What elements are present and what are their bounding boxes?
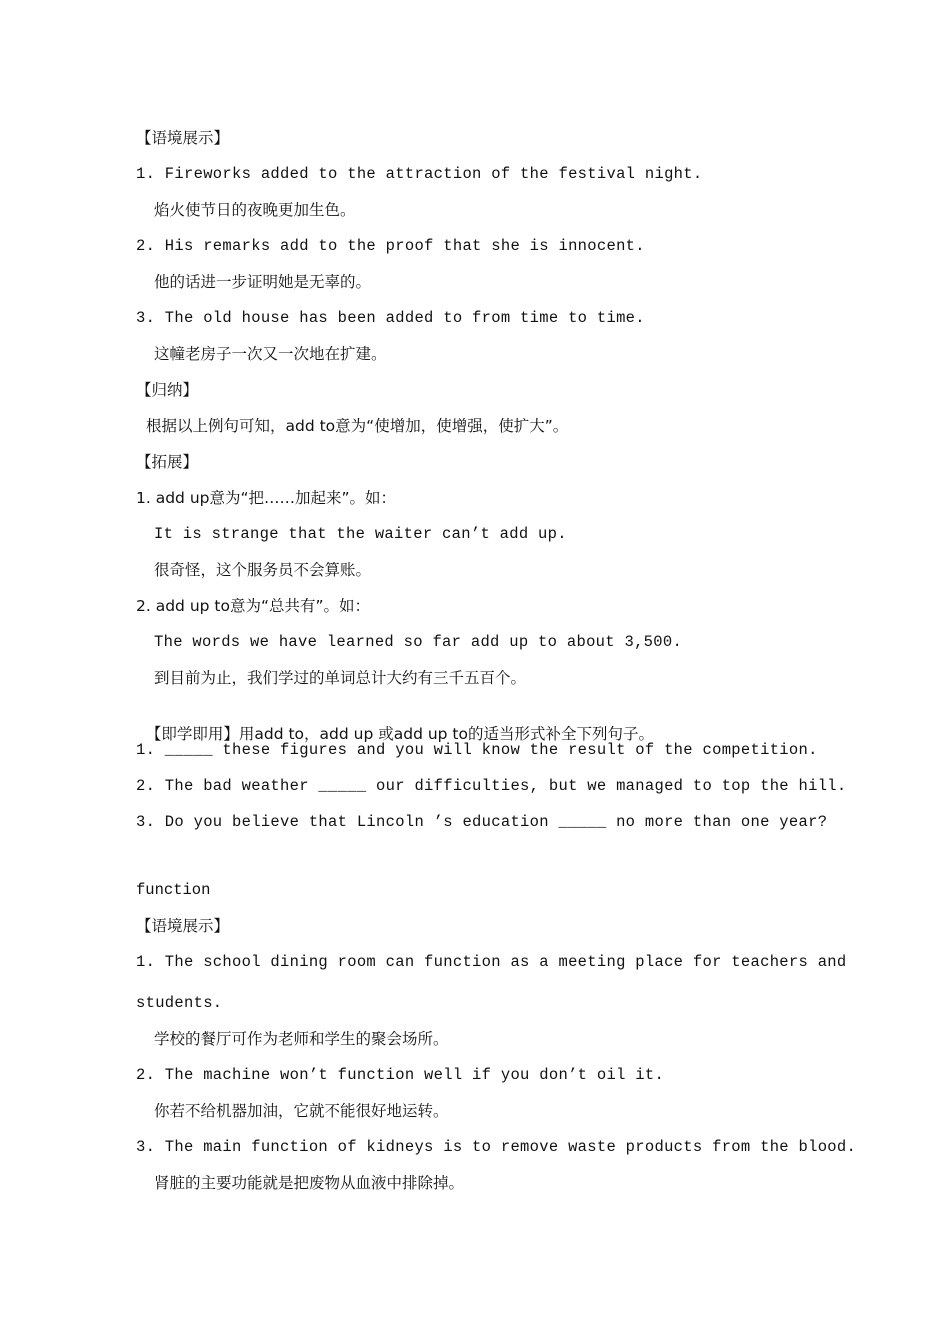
practice-instruction: 用add to，add up 或add up to的适当形式补全下列句子。 (238, 725, 654, 743)
extend-item-title: 1. add up意为“把……加起来”。如： (136, 489, 397, 507)
example-sentence-continued: students. (136, 994, 223, 1012)
extend-example: It is strange that the waiter can’t add up. (154, 525, 567, 543)
extend-heading: 【拓展】 (136, 453, 199, 471)
practice-heading-label: 【即学即用】 (145, 725, 239, 743)
example-sentence: 2. His remarks add to the proof that she is innocent. (136, 237, 645, 255)
example-translation: 你若不给机器加油，它就不能很好地运转。 (154, 1102, 449, 1120)
extend-translation: 到目前为止，我们学过的单词总计大约有三千五百个。 (154, 669, 527, 687)
extend-example: The words we have learned so far add up to about 3,500. (154, 633, 683, 651)
summary-heading: 【归纳】 (136, 381, 199, 399)
practice-item: 3. Do you believe that Lincoln ’s education _____ no more than one year? (136, 813, 828, 831)
example-translation: 他的话进一步证明她是无辜的。 (154, 273, 372, 291)
example-translation: 肾脏的主要功能就是把废物从血液中排除掉。 (154, 1174, 465, 1192)
example-sentence: 3. The old house has been added to from time to time. (136, 309, 645, 327)
example-translation: 学校的餐厅可作为老师和学生的聚会场所。 (154, 1030, 449, 1048)
example-translation: 焰火使节日的夜晚更加生色。 (154, 201, 356, 219)
context-heading: 【语境展示】 (136, 129, 230, 147)
practice-item: 1. _____ these figures and you will know the result of the competition. (136, 741, 818, 759)
example-sentence: 2. The machine won’t function well if you don’t oil it. (136, 1066, 665, 1084)
extend-translation: 很奇怪，这个服务员不会算账。 (154, 561, 372, 579)
vocab-word: function (136, 881, 211, 899)
example-sentence: 1. Fireworks added to the attraction of the festival night. (136, 165, 703, 183)
practice-item: 2. The bad weather _____ our difficulties, but we managed to top the hill. (136, 777, 847, 795)
context-heading: 【语境展示】 (136, 917, 230, 935)
extend-item-title: 2. add up to意为“总共有”。如： (136, 597, 371, 615)
summary-text: 根据以上例句可知，add to意为“使增加，使增强，使扩大”。 (146, 417, 569, 435)
example-sentence: 3. The main function of kidneys is to remove waste products from the blood. (136, 1138, 857, 1156)
practice-heading (136, 704, 654, 744)
example-sentence: 1. The school dining room can function as a meeting place for teachers and (136, 953, 847, 971)
example-translation: 这幢老房子一次又一次地在扩建。 (154, 345, 387, 363)
